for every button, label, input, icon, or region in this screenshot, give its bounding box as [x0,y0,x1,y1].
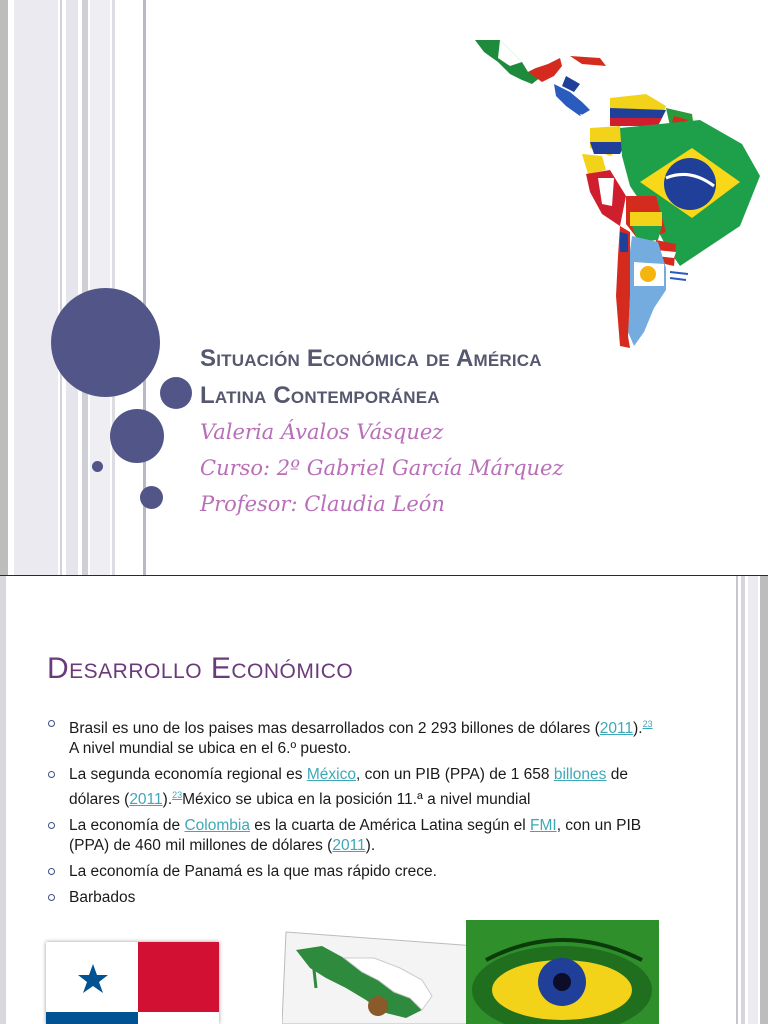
decorative-circle [92,461,103,472]
mexico-map-image [282,928,476,1024]
bullet-text: La economía de Panamá es la que mas rápido crece. [69,863,437,881]
fmi-link[interactable]: FMI [530,817,557,835]
course-name: Curso: 2º Gabriel García Márquez [200,456,564,480]
bullet-text: ). [162,791,173,809]
bullet-text: ). [633,720,643,738]
bullet-text: de dólares ( [69,766,628,809]
author-name: Valeria Ávalos Vásquez [200,420,444,444]
decorative-stripe [0,576,6,1024]
list-item [48,765,658,810]
slide-heading: Desarrollo Económico [47,652,354,685]
decorative-stripe [82,0,88,575]
brazil-eye-image [466,920,659,1024]
decorative-stripe [760,576,768,1024]
panama-flag-icon [46,942,219,1024]
bullet-text: ). [365,837,376,855]
bullet-text: es la cuarta de América Latina según el [249,817,530,835]
decorative-circle-large [51,288,160,397]
bullet-text: La economía de [69,817,185,835]
list-item [48,888,658,908]
mexico-link[interactable]: México [306,766,356,784]
decorative-circle [140,486,163,509]
decorative-stripe [14,0,58,575]
decorative-stripe [60,0,62,575]
latin-america-flag-map [470,36,768,348]
presentation-title [200,340,740,414]
decorative-stripe [748,576,758,1024]
billones-link[interactable]: billones [553,766,607,784]
decorative-stripe [0,0,8,575]
brazil-eye-icon [466,920,659,1024]
bullet-text: Brasil es uno de los paises mas desarrollados con 2 293 billones de dólares ( [69,720,600,738]
year-link[interactable]: 2011 [599,720,634,738]
decorative-circle [110,409,164,463]
bullet-text: Barbados [69,889,136,907]
year-link[interactable]: 2011 [129,791,163,809]
decorative-stripe [66,0,78,575]
reference-link[interactable]: 23 [172,790,183,801]
teacher-name: Profesor: Claudia León [200,492,445,516]
list-item [48,714,658,759]
title-line-1: Situación Económica de América [200,345,542,372]
mexico-map-icon [282,928,476,1024]
bullet-list [48,714,658,914]
year-link[interactable]: 2011 [332,837,366,855]
list-item [48,862,658,882]
bullet-text: México se ubica en la posición 11.ª a nivel mundial [182,791,531,809]
bullet-text: , con un PIB (PPA) de 460 mil millones de dólares ( [69,817,642,855]
decorative-stripe [741,576,745,1024]
bullet-text: La segunda economía regional es [69,766,307,784]
title-line-2: Latina Contemporánea [200,382,440,409]
panama-flag-image [46,942,219,1024]
decorative-stripe [736,576,738,1024]
reference-link[interactable]: 23 [642,719,653,729]
decorative-circle [160,377,192,409]
bullet-text: , con un PIB (PPA) de 1 658 [355,766,554,784]
content-slide [0,576,768,1024]
bullet-text: A nivel mundial se ubica en el 6.º puesto. [69,740,352,758]
colombia-link[interactable]: Colombia [184,817,250,835]
list-item [48,816,658,856]
